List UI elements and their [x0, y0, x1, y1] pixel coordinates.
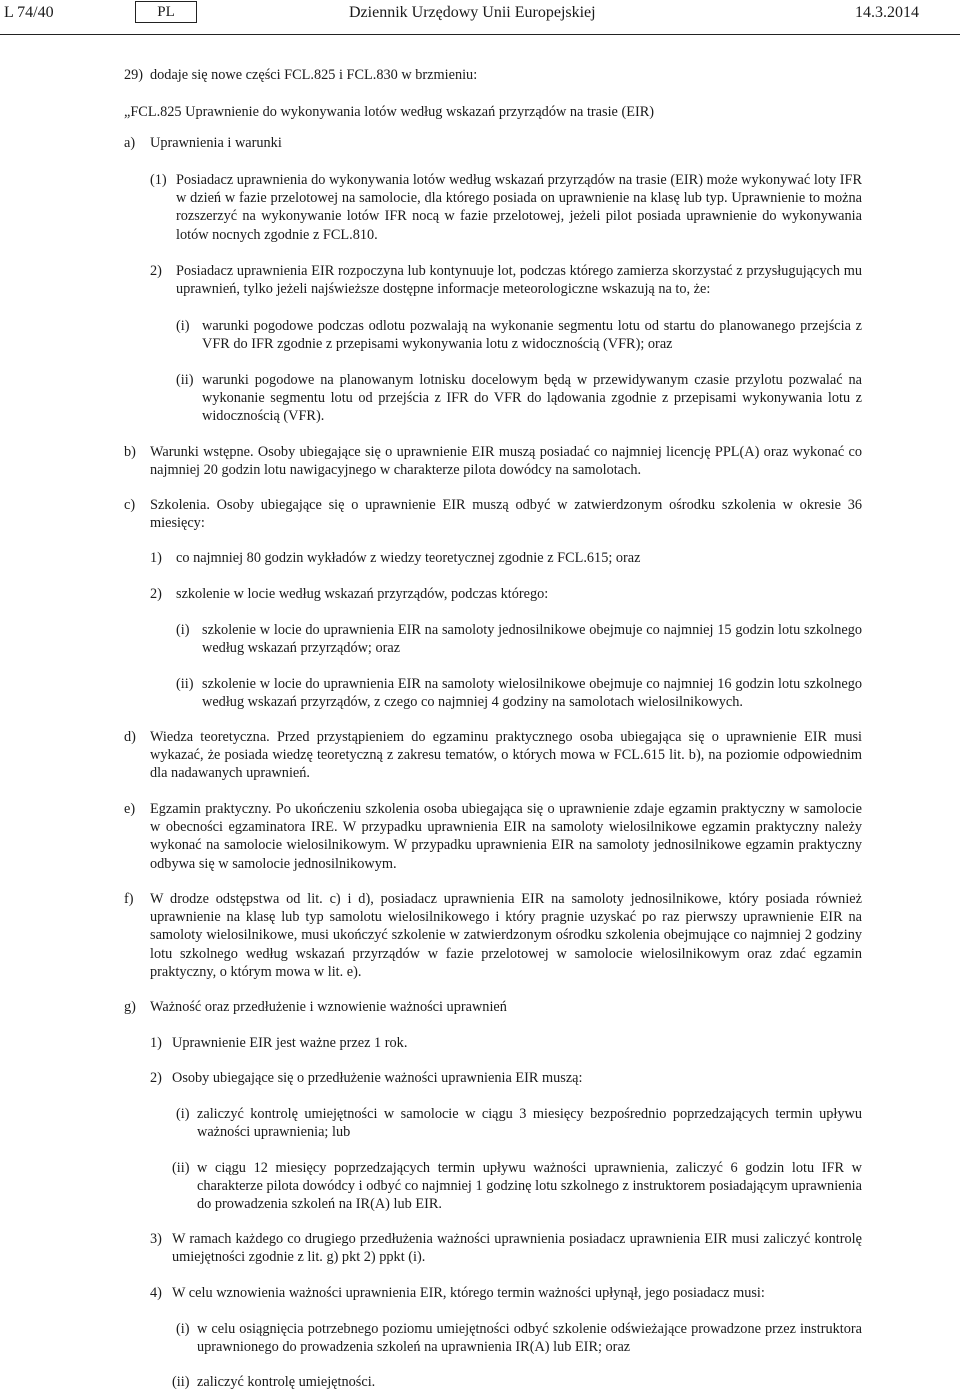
- point-c-2-ii-label: (ii): [176, 676, 194, 692]
- point-b-label: b): [124, 444, 136, 460]
- point-g-4-label: 4): [150, 1285, 162, 1301]
- publication-date: 14.3.2014: [855, 4, 919, 21]
- point-a-1-text: Posiadacz uprawnienia do wykonywania lotów według wskazań przyrządów na trasie (EIR) może wykonywać loty IFR w dzień w fazie przelotowej na samolocie, dla którego posiada on uprawnienie na klasę lub typ. Uprawnienie to można rozszerzyć na wykonywanie lotów IFR nocą w fazie przelotowej, jeżeli pilot posiada uprawnienie do wykonywania lotów nocnych zgodnie z FCL.810.: [176, 172, 862, 243]
- point-d-text: Wiedza teoretyczna. Przed przystąpieniem do egzaminu praktycznego osoba ubiegająca się o uprawnienie EIR musi wykazać, że posiada wiedzę teoretyczną z zakresu tematów, o których mowa w FCL.615 lit. b), na poziomie odpowiednim dla nadawanych uprawnień.: [150, 729, 862, 782]
- point-a-2-ii-text: warunki pogodowe na planowanym lotnisku docelowym będą w przewidywanym czasie przylotu pozwalać na wykonanie segmentu lotu od przejścia z IFR do VFR do lądowania zgodnie z przepisami wykonywania lotu z widocznością (VFR).: [202, 372, 862, 425]
- point-g-1-text: Uprawnienie EIR jest ważne przez 1 rok.: [172, 1035, 408, 1051]
- point-g-label: g): [124, 999, 136, 1015]
- point-g-2-i-text: zaliczyć kontrolę umiejętności w samolocie w ciągu 3 miesięcy bezpośrednio poprzedzających termin upływu ważności uprawnienia; lub: [197, 1106, 862, 1141]
- point-c-label: c): [124, 497, 136, 513]
- point-c-1-text: co najmniej 80 godzin wykładów z wiedzy teoretycznej zgodnie z FCL.615; oraz: [176, 550, 641, 566]
- point-b-text: Warunki wstępne. Osoby ubiegające się o uprawnienie EIR muszą posiadać co najmniej licencję PPL(A) oraz wykonać co najmniej 20 godzin lotu nawigacyjnego w charakterze pilota dowódcy na samolotach.: [150, 444, 862, 479]
- point-g-2-i-label: (i): [176, 1106, 190, 1122]
- page-reference: L 74/40: [4, 4, 54, 21]
- point-c-2-i-label: (i): [176, 622, 190, 638]
- point-g-3-label: 3): [150, 1231, 162, 1247]
- point-c-2-i-text: szkolenie w locie do uprawnienia EIR na samoloty jednosilnikowe obejmuje co najmniej 15 godzin lotu szkolnego według wskazań przyrządów; oraz: [202, 622, 862, 657]
- point-c-text: Szkolenia. Osoby ubiegające się o uprawnienie EIR muszą odbyć w zatwierdzonym ośrodku szkolenia w okresie 36 miesięcy:: [150, 497, 862, 532]
- point-a-2-label: 2): [150, 263, 162, 279]
- point-g-4-i-label: (i): [176, 1321, 190, 1337]
- point-g-2-ii-text: w ciągu 12 miesięcy poprzedzających termin upływu ważności uprawnienia, zaliczyć 6 godzin lotu IFR w charakterze pilota dowódcy i odbyć co najmniej 1 godzinę lotu szkolnego z instruktorem posiadającym uprawnienia do prowadzenia szkoleń na IR(A) lub EIR.: [197, 1160, 862, 1213]
- point-c-2-ii-text: szkolenie w locie do uprawnienia EIR na samoloty wielosilnikowe obejmuje co najmniej 16 godzin lotu szkolnego według wskazań przyrządów, z czego co najmniej 4 godziny na samolotach wielosilnikowych.: [202, 676, 862, 711]
- point-e-label: e): [124, 801, 136, 817]
- point-a-2-ii-label: (ii): [176, 372, 194, 388]
- point-d-label: d): [124, 729, 136, 745]
- language-badge: PL: [135, 1, 197, 23]
- point-g-4-i-text: w celu osiągnięcia potrzebnego poziomu umiejętności odbyć szkolenie odświeżające prowadzone przez instruktora uprawnionego do prowadzenia szkoleń na uprawnienia IR(A) lub EIR; oraz: [197, 1321, 862, 1356]
- page-header: [0, 0, 960, 34]
- point-g-2-label: 2): [150, 1070, 162, 1086]
- point-a-2-i-text: warunki pogodowe podczas odlotu pozwalają na wykonanie segmentu lotu od startu do planowanego przejścia z VFR do IFR zgodnie z przepisami wykonywania lotu z widocznością (VFR); oraz: [202, 318, 862, 353]
- amendment-number: 29): [124, 67, 144, 83]
- point-f-text: W drodze odstępstwa od lit. c) i d), posiadacz uprawnienia EIR na samoloty jednosilnikowe, który posiada również uprawnienie na klasę lub typ samolotu wielosilnikowego i który pragnie uzyskać po raz pierwszy uprawnienie EIR na samoloty wielosilnikowe, musi ukończyć szkolenie w zatwierdzonym ośrodku szkolenia obejmujące co najmniej 2 godziny lotu szkolnego według wskazań przyrządów w fazie przelotowej w samolocie wielosilnikowym oraz zdać egzamin praktyczny, o którym mowa w lit. e).: [150, 891, 862, 980]
- amendment-text: dodaje się nowe części FCL.825 i FCL.830 w brzmieniu:: [150, 67, 478, 83]
- point-a-label: a): [124, 135, 136, 151]
- point-g-4-text: W celu wznowienia ważności uprawnienia EIR, którego termin ważności upłynął, jego posiadacz musi:: [172, 1285, 765, 1301]
- point-e-text: Egzamin praktyczny. Po ukończeniu szkolenia osoba ubiegająca się o uprawnienie zdaje egzamin praktyczny w samolocie w obecności egzaminatora IRE. W przypadku uprawnienia EIR na samoloty wielosilnikowe egzamin praktyczny należy wykonać na samolocie wielosilnikowym. W przypadku uprawnienia EIR na samoloty jednosilnikowe egzamin praktyczny odbywa się w samolocie jednosilnikowym.: [150, 801, 862, 872]
- point-g-4-ii-text: zaliczyć kontrolę umiejętności.: [197, 1374, 376, 1390]
- point-g-1-label: 1): [150, 1035, 162, 1051]
- point-f-label: f): [124, 891, 134, 907]
- point-c-2-text: szkolenie w locie według wskazań przyrządów, podczas którego:: [176, 586, 549, 602]
- point-g-2-ii-label: (ii): [172, 1160, 190, 1176]
- point-a-2-text: Posiadacz uprawnienia EIR rozpoczyna lub kontynuuje lot, podczas którego zamierza skorzystać z przysługujących mu uprawnień, tylko jeżeli najświeższe dostępne informacje meteorologiczne wskazują na to, że:: [176, 263, 862, 298]
- point-g-4-ii-label: (ii): [172, 1374, 190, 1390]
- point-g-2-text: Osoby ubiegające się o przedłużenie ważności uprawnienia EIR muszą:: [172, 1070, 583, 1086]
- point-a-title: Uprawnienia i warunki: [150, 135, 282, 151]
- point-a-2-i-label: (i): [176, 318, 190, 334]
- point-g-title: Ważność oraz przedłużenie i wznowienie ważności uprawnień: [150, 999, 507, 1015]
- point-a-1-label: (1): [150, 172, 167, 188]
- point-c-1-label: 1): [150, 550, 162, 566]
- header-divider: [0, 34, 960, 35]
- journal-title: Dziennik Urzędowy Unii Europejskiej: [349, 4, 596, 21]
- point-g-3-text: W ramach każdego co drugiego przedłużenia ważności uprawnienia posiadacz uprawnienia EIR musi zaliczyć kontrolę umiejętności zgodnie z lit. g) pkt 2) ppkt (i).: [172, 1231, 862, 1266]
- section-title: „FCL.825 Uprawnienie do wykonywania lotów według wskazań przyrządów na trasie (EIR): [124, 104, 655, 120]
- point-c-2-label: 2): [150, 586, 162, 602]
